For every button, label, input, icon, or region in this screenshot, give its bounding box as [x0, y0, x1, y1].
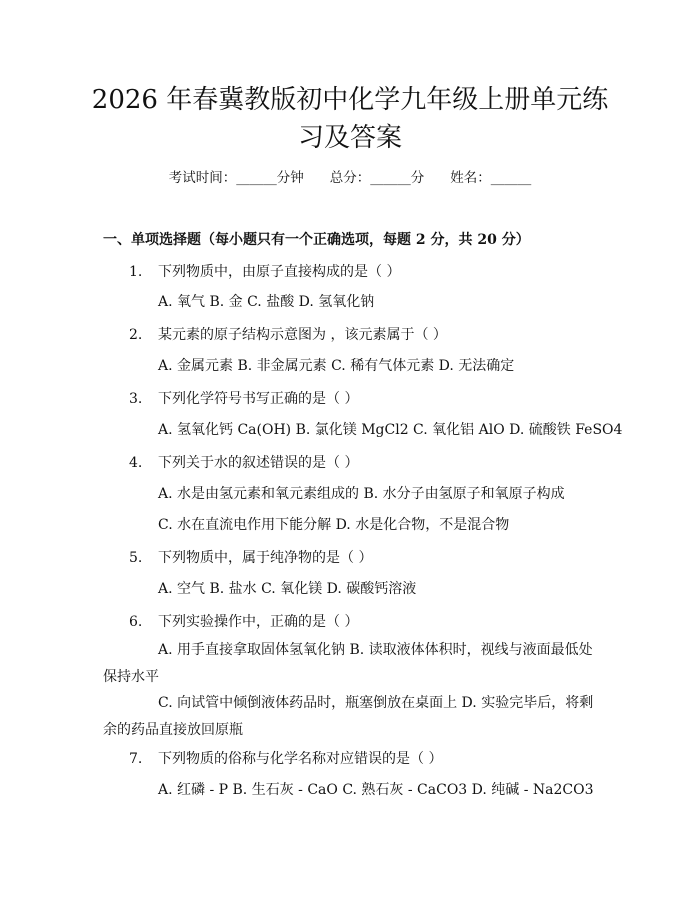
- question-options: A. 红磷 - P B. 生石灰 - CaO C. 熟石灰 - CaCO3 D. 纯碱 - Na2CO3: [158, 782, 594, 798]
- student-name: 姓名：______: [450, 170, 532, 186]
- question-options: C. 向试管中倾倒液体药品时，瓶塞倒放在桌面上 D. 实验完毕后，将剩余的药品直接放回原瓶: [103, 695, 594, 738]
- question-options: C. 水在直流电作用下能分解 D. 水是化合物，不是混合物: [158, 517, 510, 533]
- question-options: A. 用手直接拿取固体氢氧化钠 B. 读取液体体积时，视线与液面最低处保持水平: [103, 642, 593, 685]
- section-heading: 一、单项选择题（每小题只有一个正确选项，每题 2 分，共 20 分）: [103, 232, 530, 248]
- question-text: 下列实验操作中，正确的是（ ）: [158, 614, 359, 630]
- question-options: A. 水是由氢元素和氧元素组成的 B. 水分子由氢原子和氧原子构成: [158, 486, 565, 502]
- page-title-line2: 习及答案: [297, 123, 402, 153]
- question-options: A. 金属元素 B. 非金属元素 C. 稀有气体元素 D. 无法确定: [158, 358, 515, 374]
- page-title-line1: 2026 年春冀教版初中化学九年级上册单元练: [91, 85, 609, 115]
- question-number: 6.: [129, 614, 143, 630]
- question-number: 3.: [129, 391, 143, 407]
- question-options: A. 氢氧化钙 Ca(OH) B. 氯化镁 MgCl2 C. 氧化铝 AlO D. 硫酸铁 FeSO4: [158, 422, 623, 438]
- question-number: 5.: [129, 550, 143, 566]
- exam-time: 考试时间：______分钟: [168, 170, 304, 186]
- question-number: 2.: [129, 327, 143, 343]
- question-options: A. 空气 B. 盐水 C. 氧化镁 D. 碳酸钙溶液: [158, 581, 417, 597]
- question-text: 下列关于水的叙述错误的是（ ）: [158, 455, 359, 471]
- question-number: 7.: [129, 751, 143, 767]
- question-number: 1.: [129, 264, 143, 280]
- question-text: 下列物质中，由原子直接构成的是（ ）: [158, 264, 401, 280]
- question-text: 下列物质的俗称与化学名称对应错误的是（ ）: [158, 751, 443, 767]
- question-number: 4.: [129, 455, 143, 471]
- exam-info: [0, 168, 700, 188]
- total-score: 总分：______分: [329, 170, 425, 186]
- question-text: 下列物质中，属于纯净物的是（ ）: [158, 550, 373, 566]
- question-text: 下列化学符号书写正确的是（ ）: [158, 391, 359, 407]
- question-text: 某元素的原子结构示意图为 ，该元素属于（ ）: [158, 327, 447, 343]
- question-options: A. 氧气 B. 金 C. 盐酸 D. 氢氧化钠: [158, 294, 375, 310]
